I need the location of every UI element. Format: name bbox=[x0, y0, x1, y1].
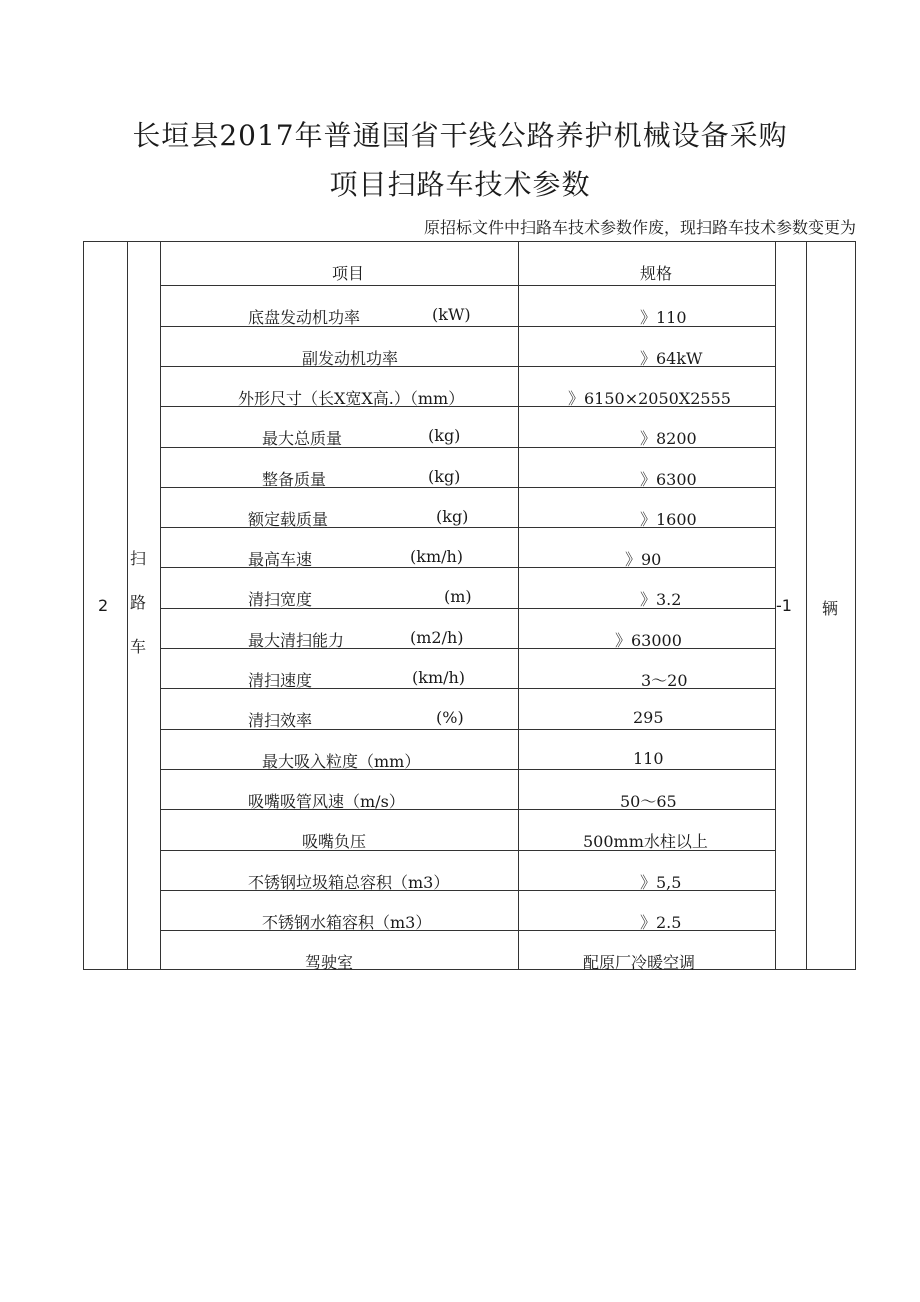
param-name: 驾驶室 bbox=[305, 953, 354, 972]
param-value: 》8200 bbox=[640, 429, 697, 448]
param-name: 清扫效率 bbox=[248, 711, 313, 730]
row-index: 2 bbox=[98, 596, 109, 615]
item-name-char-2: 路 bbox=[130, 593, 147, 612]
param-value: 》64kW bbox=[640, 349, 703, 368]
param-unit: (km/h) bbox=[410, 547, 464, 566]
param-row-rule-17 bbox=[160, 930, 775, 931]
param-name: 整备质量 bbox=[262, 470, 327, 489]
param-name: 不锈钢垃圾箱总容积（m3） bbox=[248, 873, 450, 892]
table-vertical-rule-5 bbox=[806, 241, 807, 969]
table-top-border bbox=[83, 241, 855, 242]
param-value: 》1600 bbox=[640, 510, 697, 529]
param-unit: (kg) bbox=[428, 426, 461, 445]
param-name: 外形尺寸（长X宽X高.）（mm） bbox=[238, 389, 465, 408]
table-bottom-border bbox=[83, 969, 856, 970]
param-unit: (kg) bbox=[428, 467, 461, 486]
table-vertical-rule-1 bbox=[127, 241, 128, 969]
param-name: 清扫宽度 bbox=[248, 590, 313, 609]
item-name-char-1: 扫 bbox=[130, 549, 147, 568]
param-value: 295 bbox=[633, 708, 664, 727]
param-name: 吸嘴吸管风速（m/s） bbox=[248, 792, 405, 811]
table-vertical-rule-0 bbox=[83, 241, 84, 969]
param-unit: (kg) bbox=[436, 507, 469, 526]
param-unit: (kW) bbox=[432, 305, 471, 324]
param-value: 》6150×2050X2555 bbox=[568, 389, 731, 408]
param-name: 吸嘴负压 bbox=[302, 832, 367, 851]
param-name: 清扫速度 bbox=[248, 671, 313, 690]
param-unit: (km/h) bbox=[412, 668, 466, 687]
param-name: 最高车速 bbox=[248, 550, 313, 569]
change-note: 原招标文件中扫路车技术参数作废，现扫路车技术参数变更为 bbox=[423, 218, 856, 237]
param-unit: (m2/h) bbox=[410, 628, 464, 647]
param-name: 不锈钢水箱容积（m3） bbox=[262, 913, 432, 932]
param-value: 》110 bbox=[640, 308, 687, 327]
param-value: 》3.2 bbox=[640, 590, 682, 609]
item-name-char-3: 车 bbox=[130, 637, 147, 656]
param-value: 3～20 bbox=[641, 671, 688, 690]
param-value: 》6300 bbox=[640, 470, 697, 489]
table-vertical-rule-3 bbox=[518, 241, 519, 969]
document-title-line2: 项目扫路车技术参数 bbox=[329, 168, 591, 201]
param-name: 最大清扫能力 bbox=[248, 631, 345, 650]
header-item: 项目 bbox=[332, 264, 365, 283]
quantity-cell: -1 bbox=[776, 596, 792, 615]
unit-cell: 辆 bbox=[822, 599, 839, 618]
param-value: 》90 bbox=[625, 550, 662, 569]
param-value: 50～65 bbox=[620, 792, 677, 811]
table-vertical-rule-2 bbox=[160, 241, 161, 969]
param-value: 110 bbox=[633, 749, 664, 768]
param-name: 额定载质量 bbox=[248, 510, 329, 529]
param-name: 副发动机功率 bbox=[302, 349, 399, 368]
param-value: 》2.5 bbox=[640, 913, 682, 932]
param-row-rule-13 bbox=[160, 769, 775, 770]
param-unit: (%) bbox=[436, 708, 464, 727]
param-name: 底盘发动机功率 bbox=[248, 308, 361, 327]
document-title-line1: 长垣县2017年普通国省干线公路养护机械设备采购 bbox=[132, 119, 788, 152]
quantity-value: 1 bbox=[781, 596, 792, 615]
header-spec: 规格 bbox=[640, 264, 673, 283]
param-name: 最大总质量 bbox=[262, 429, 343, 448]
param-row-rule-1 bbox=[160, 285, 775, 286]
param-value: 》63000 bbox=[615, 631, 682, 650]
table-vertical-rule-6 bbox=[855, 241, 856, 969]
param-name: 最大吸入粒度（mm） bbox=[262, 752, 421, 771]
param-value: 》5,5 bbox=[640, 873, 682, 892]
param-value: 配原厂冷暖空调 bbox=[583, 953, 696, 972]
param-value: 500mm水柱以上 bbox=[583, 832, 708, 851]
param-unit: (m) bbox=[444, 587, 472, 606]
